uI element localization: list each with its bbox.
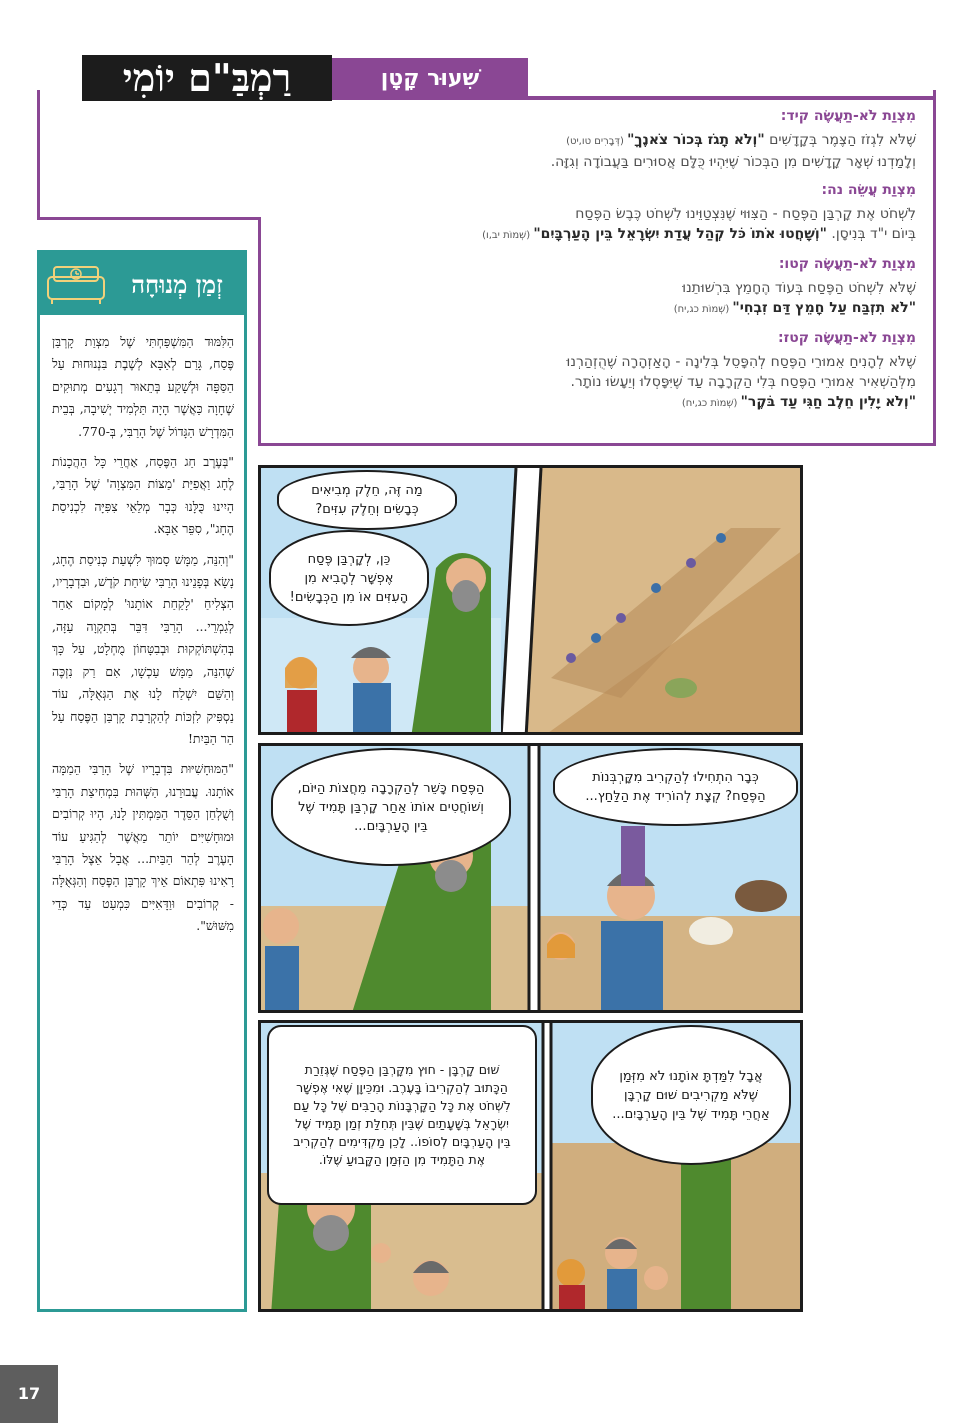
mitzva-heading: מִצְוַת לֹא-תַעֲשֶׂה קטו: [778,256,916,272]
speech-bubble: מַה זֶּה, חֵלֶק מְבִיאִים כְּבָשִׂים וְחֵלֶק עִזִּים? [277,470,457,530]
comic-panel-2 [258,743,803,1013]
frame-right [933,90,936,446]
mitzva-line [270,352,916,372]
sidebar-header [40,253,244,315]
sidebar-title: זְמַן מְנוּחָה [131,270,223,299]
line-text: שֶׁלֹּא לִגְזֹז הַצֶּמֶר בְּקָדָשִׁים [764,132,916,148]
line-text: שֶׁלֹּא לִשְׁחֹט הַפֶּסַח בְּעוֹד הֶחָמֵץ בִּרְשׁוּתֵנוּ [682,280,916,296]
comic-panel-3 [258,1020,803,1312]
sidebar-paragraph: הַלִּמּוּד הַמִּשְׁפַּחְתִּי שֶׁל מִצְוַת קָרְבַּן פֶּסַח, גָּרַם לְאַבָּא לְשֶׁבֶת בִּנְנוּחוּת עַל הַסַּפָּה וּלְשָׁקַע בְּתֵאוּר רְגָעִים מְתוּקִים שֶׁחָוָה כַּאֲשֶׁר הָיָה תַּלְמִיד יְשִׁיבָה, בְּבֵית הַמִּדְרָשׁ הַגָּדוֹל שֶׁל הָרַבִּי, בְּ-770. [52,334,234,439]
mitzva-line [270,278,916,298]
line-source: (שְׁמוֹת כג,יח) [681,398,741,409]
sidebar-paragraph: "בְּעֶרֶב חַג הַפֶּסַח, אַחֲרֵי כָּל הַהֲכָנוֹת לֶחָג וַאֲפִיַּת 'מַצּוֹת הַמִּצְוָה' שֶׁל הָרַבִּי, הָיִינוּ כֻּלָּנוּ כְּבָר מְלֵאֵי צִפִּיָּה לִכְנִיסַת הֶחָג", סִפֵּר אַבָּא. [52,454,234,537]
line-source: (שְׁמוֹת כג,יח) [673,304,733,315]
mitzva-block [270,256,916,320]
sofa-icon [46,263,106,305]
mitzva-heading: מִצְוַת לֹא-תַעֲשֶׂה קטז: [778,330,916,346]
mitzva-line [270,204,916,224]
line-text: בְּיוֹם י"ד בְּנִיסָן. [826,226,916,242]
mitzva-line [270,224,916,246]
sidebar-paragraph: "וְהִנֵּה, מַמָּשׁ סָמוּךְ לִשְׁעַת כְּנִיסַת הֶחָג, נָשָׂא בְּפָנֵינוּ הָרַבִּי שִׂיחַת קֹדֶשׁ, וּבִדְבָרָיו, הִצְלִיחַ 'לָקַחַת אוֹתָנוּ' לְמָקוֹם אַחֵר לְגַמְרֵי... הָרַבִּי דִּבֵּר בְּתִקְוָה עַזָּה, בְּהִשְׁתּוֹקְקוּת וּבְבִטָּחוֹן מֻחְלָט, עַל כָּךְ שֶׁהִנֵּה, מַמָּשׁ עַכְשָׁו, אִם רַק נִזְכֶּה וְהַשֵּׁם יִשְׁלַח לָנוּ אֶת הַגְּאֻלָּה, עוֹד נַסְפִּיק לִזְכּוֹת לְהַקְרָבַת קָרְבַּן הַפֶּסַח עַל הַר הַבַּיִת! [52,551,234,746]
frame-left-upper [37,90,40,220]
line-quote: "וְלֹא תָגֹז בְּכוֹר צֹאנֶךָ" [627,132,765,148]
mitzva-line [270,152,916,172]
sidebar-body [52,331,234,946]
frame-left-lower [258,217,261,446]
line-quote: "וְלֹא יָלִין חֵלֶב חַגִּי עַד בֹּקֶר" [740,394,916,410]
mitzva-heading: מִצְוַת עֲשֵׂה נה: [821,182,916,198]
mitzva-line [270,372,916,392]
line-text: לִשְׁחֹט אֶת קָרְבַּן הַפֶּסַח - הַצִּוּוּי שֶׁנִּצְטַוֵּינוּ לִשְׁחֹט כֶּבֶשׂ הַפֶּסַח [575,206,916,222]
section-subtitle: שִׁעוּר קָטָן [332,58,528,100]
frame-step-horizontal [37,217,261,220]
speech-bubble: כֵּן, לְקָרְבַּן פֶּסַח אֶפְשָׁר לְהָבִיא מִן הָעִזִּים אוֹ מִן הַכְּבָשִׂים! [269,530,429,626]
line-text: שֶׁלֹּא לְהָנִיחַ אֵמוּרֵי הַפֶּסַח לְהִפָּסֵל בְּלִינָה - הָאַזְהָרָה שֶׁהֻזְהַרְנוּ [566,354,916,370]
line-quote: "לֹא תִזְבַּח עַל חָמֵץ דַּם זִבְחִי" [732,300,916,316]
mitzva-heading: מִצְוַת לֹא-תַעֲשֶׂה קיד: [780,108,916,124]
line-source: (דְּבָרִים טו,יט) [566,136,628,147]
frame-bottom [258,443,936,446]
sidebar-story [37,250,247,1312]
sidebar-paragraph: "הַמּוּחָשִׁיּוּת בִּדְבָרָיו שֶׁל הָרַבִּי הֵמַמָּה אוֹתָנוּ. עֲבוּרֵנוּ, הַשְּׁהוּת בִּמְחִיצַת הָרַבִּי וְשֻׁלְחַן הַסֵּדֶר הַמַּמְתִּין לָנוּ, הָיוּ קְרוֹבִים וּמוּחָשִׁיִּים יוֹתֵר מֵאֲשֶׁר לְהַגִּיעַ עוֹד הָעֶרֶב לְהַר הַבַּיִת... אֲבָל אֵצֶל הָרַבִּי רָאִינוּ פִּתְאוֹם אֵיךְ קָרְבַּן הַפֶּסַח וְהַגְּאֻלָּה - קְרוֹבִים וּוַדָּאִיִּים כִּמְעַט עַד כְּדֵי מִשּׁוּשׁ". [52,761,234,934]
rambam-content [270,108,916,438]
speech-bubble: שׁוּם קָרְבָּן - חוּץ מִקָּרְבַּן הַפֶּסַח שֶׁגְּזֵרַת הַכָּתוּב לְהַקְרִיבוֹ בָּעֶרֶב. וּמִכֵּיוָן שֶׁאִי אֶפְשָׁר לִשְׁחֹט אֶת כָּל הַקָּרְבָּנוֹת הָרַבִּים שֶׁל כָּל עַם יִשְׂרָאֵל בְּשָׁעָתַיִם שֶׁבֵּין תְּחִלַּת זְמַן תָּמִיד שֶׁל בֵּין הָעַרְבָּיִם לְסוֹפוֹ.. לָכֵן מַקְדִּימִים לְהַקְרִיב אֶת הַתָּמִיד מִן הַזְּמַן הַקָּבוּעַ שֶׁלּוֹ. [267,1025,537,1205]
mitzva-line [270,392,916,414]
mitzva-line [270,298,916,320]
mitzva-block [270,182,916,246]
line-quote: "וְשָׁחֲטוּ אֹתוֹ כֹּל קְהַל עֲדַת יִשְׂרָאֵל בֵּין הָעַרְבָּיִם" [533,226,827,242]
mitzva-block [270,108,916,172]
speech-bubble: הַפֶּסַח כָּשֵׁר לְהַקְרָבָה מֵחֲצוֹת הַיּוֹם, וְשׁוֹחֲטִים אוֹתוֹ אַחַר קָרְבַּן תָּמִיד שֶׁל בֵּין הָעַרְבָּיִם... [271,748,511,866]
speech-bubble: אֲבָל לִמַּדְתָּ אוֹתָנוּ לֹא מִזְּמַן שֶׁלֹּא מַקְרִיבִים שׁוּם קָרְבָּן אַחֲרֵי תָּמִיד שֶׁל בֵּין הָעַרְבָּיִם... [591,1025,791,1165]
comic-panel-1 [258,465,803,735]
page-number: 17 [0,1365,58,1423]
mitzva-block [270,330,916,414]
line-source: (שְׁמוֹת יב,ו) [482,230,534,241]
page-title: רַמְבַּ"ם יוֹמִי [82,55,332,101]
speech-bubble: כְּבָר הִתְחִילוּ לְהַקְרִיב מִקָּרְבְּנוֹת הַפֶּסַח? קְצָת לְהוֹרִיד אֶת הַלַּחַץ... [553,748,798,826]
mitzva-line [270,130,916,152]
line-text: וְלָמַדְנוּ שְׁאָר קָדָשִׁים מִן הַבְּכוֹר שֶׁיִּהְיוּ כֻּלָּם אֲסוּרִים בַּעֲבוֹדָה וְגִזָּה. [550,154,916,170]
line-text: מִלְּהַשְׁאִיר אֵמוּרֵי הַפֶּסַח בְּלִי הַקְרָבָה עַד שֶׁיִּפָּסְלוּ וְיֵעָשׂוּ נוֹתָר. [570,374,916,390]
